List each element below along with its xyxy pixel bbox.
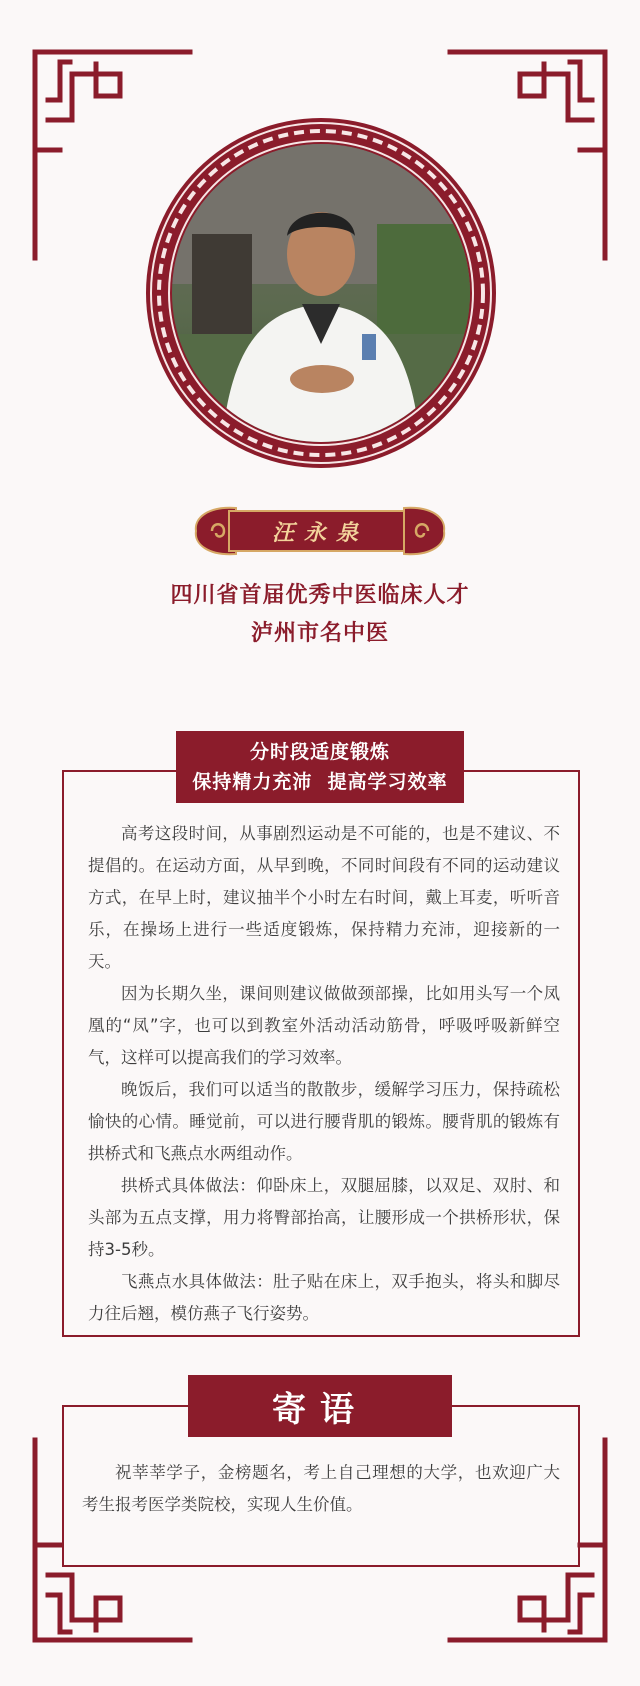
name-plate <box>228 510 412 552</box>
doctor-figure-icon <box>172 144 470 442</box>
doctor-photo <box>172 144 470 442</box>
message-heading: 寄语 <box>188 1375 452 1437</box>
advice-paragraph: 飞燕点水具体做法：肚子贴在床上，双手抱头，将头和脚尽力往后翘，模仿燕子飞行姿势。 <box>88 1272 560 1323</box>
doctor-title-line2: 泸州市名中医 <box>250 621 389 646</box>
advice-paragraph: 拱桥式具体做法：仰卧床上，双腿屈膝，以双足、双肘、和头部为五点支撑，用力将臀部抬高，让腰形成一个拱桥形状，保持3-5秒。 <box>88 1176 560 1259</box>
advice-paragraph: 因为长期久坐，课间则建议做做颈部操，比如用头写一个凤凰的“凤”字，也可以到教室外活动活动筋骨，呼吸呼吸新鲜空气，这样可以提高我们的学习效率。 <box>88 984 560 1067</box>
advice-paragraph: 高考这段时间，从事剧烈运动是不可能的，也是不建议、不提倡的。在运动方面，从早到晚，不同时间段有不同的运动建议方式，在早上时，建议抽半个小时左右时间，戴上耳麦，听听音乐，在操场上进行一些适度锻炼，保持精力充沛，迎接新的一天。 <box>88 824 560 971</box>
doctor-name: 汪永泉 <box>271 519 368 546</box>
message-paragraph: 祝莘莘学子，金榜题名，考上自己理想的大学，也欢迎广大考生报考医学类院校，实现人生价值。 <box>82 1463 560 1514</box>
advice-heading <box>176 731 464 803</box>
portrait <box>146 118 496 468</box>
advice-heading-line2: 保持精力充沛 提高学习效率 <box>192 771 448 793</box>
advice-paragraph: 晚饭后，我们可以适当的散散步，缓解学习压力，保持疏松愉快的心情。睡觉前，可以进行腰背肌的锻炼。腰背肌的锻炼有拱桥式和飞燕点水两组动作。 <box>88 1080 560 1163</box>
advice-heading-line1: 分时段适度锻炼 <box>249 741 390 763</box>
advice-body <box>88 818 560 1330</box>
doctor-title-line1: 四川省首届优秀中医临床人才 <box>170 583 470 608</box>
name-banner <box>190 500 450 562</box>
cloud-right-icon <box>402 500 450 562</box>
portrait-ring <box>146 118 496 468</box>
message-body <box>82 1457 560 1521</box>
